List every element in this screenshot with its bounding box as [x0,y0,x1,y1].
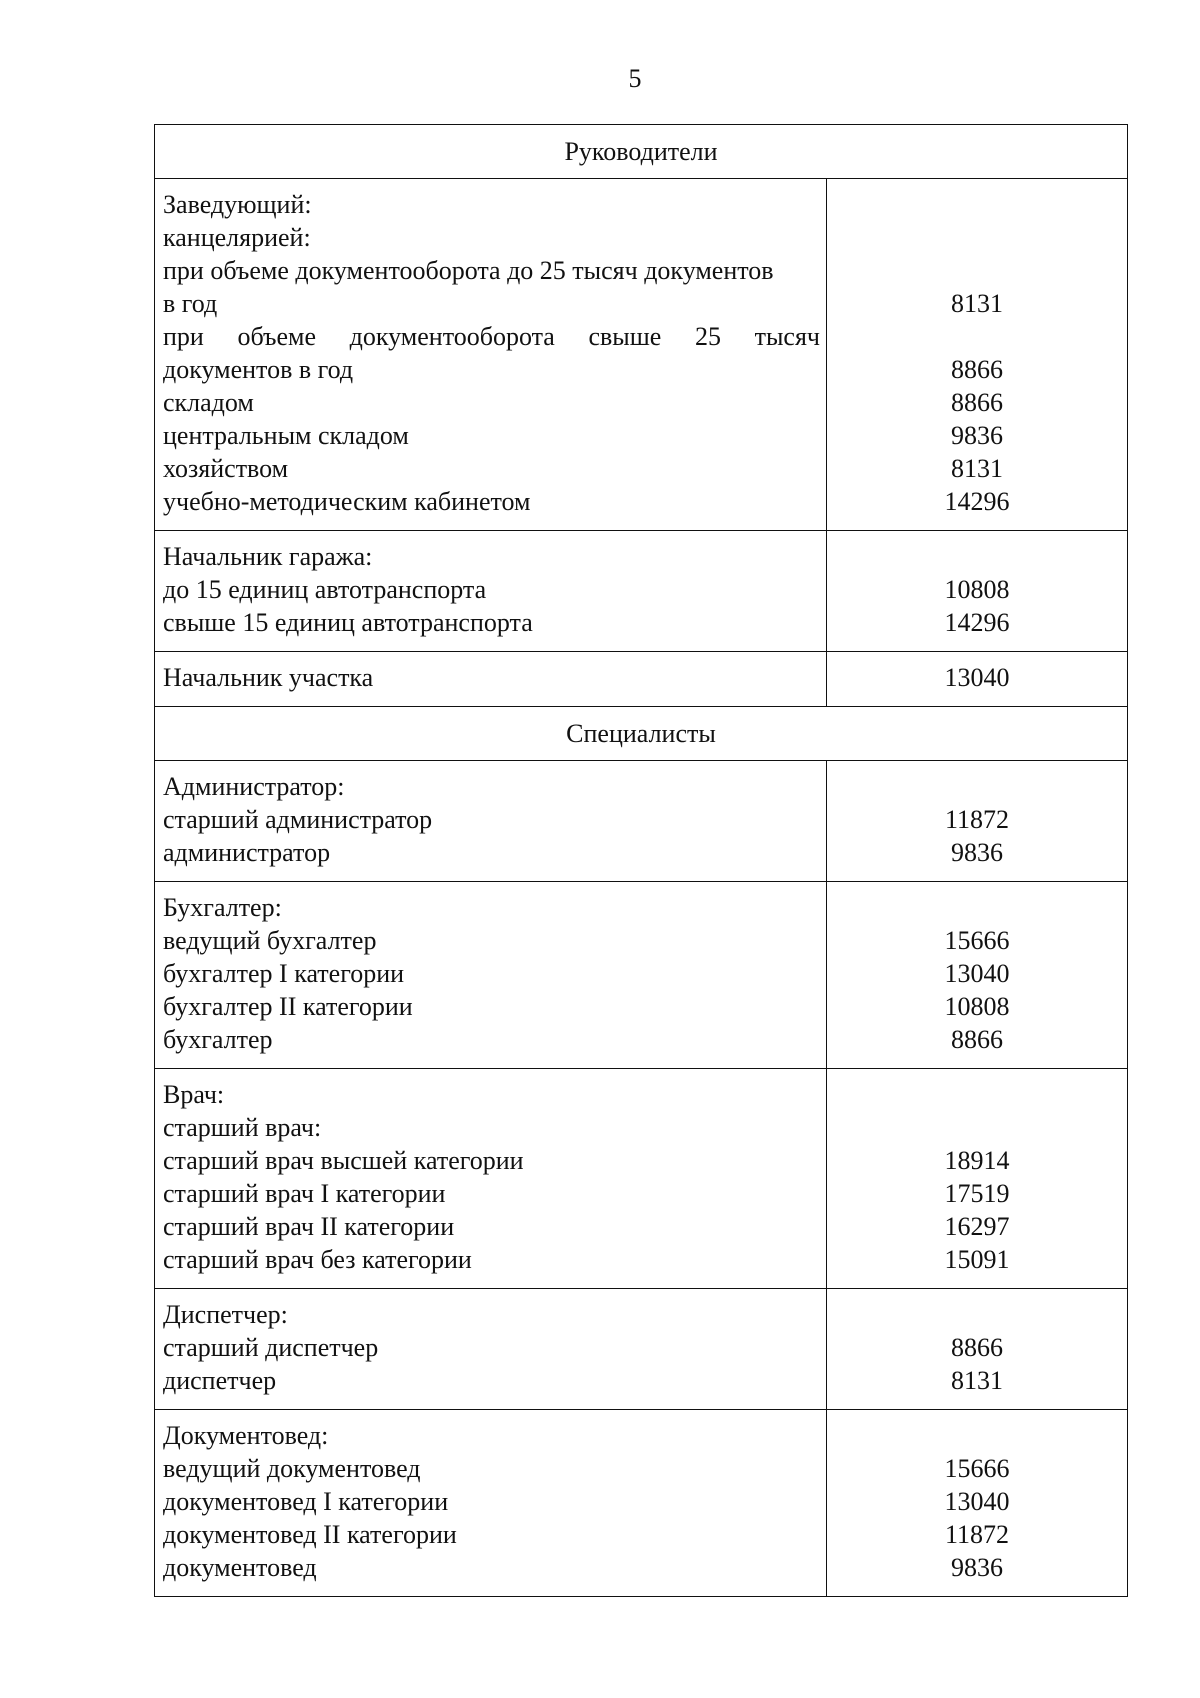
position-group-row [155,761,1128,882]
position-group-row [155,179,1128,531]
salary-value [827,254,1127,287]
position-group-row [155,1289,1128,1410]
page-number: 5 [628,64,642,93]
salary-value: 16297 [944,1212,1010,1241]
salary-value [827,221,1127,254]
position-group-title: Администратор: [163,772,345,801]
salary-value: 8131 [951,289,1003,318]
salary-value: 14296 [944,487,1010,516]
position-group-row [155,882,1128,1069]
position-name: при объеме документооборота до 25 тысяч документов [163,256,774,285]
position-names-cell [155,761,827,882]
position-name: старший врач высшей категории [163,1146,524,1175]
salary-value [827,1078,1127,1111]
salary-value: 8131 [951,454,1003,483]
salary-values-cell [827,531,1128,652]
salary-value [827,770,1127,803]
salary-value: 10808 [944,575,1010,604]
position-names-cell [155,1410,827,1597]
salary-table-body [155,125,1128,1597]
position-name: при объеме документооборота свыше 25 тысяч [163,322,820,351]
position-name: документовед I категории [163,1487,449,1516]
position-group-title: Врач: [163,1080,225,1109]
position-group-row [155,1069,1128,1289]
section-header-row [155,707,1128,761]
salary-values-cell [827,1410,1128,1597]
position-group-title: Начальник гаража: [163,542,373,571]
salary-value: 11872 [944,805,1010,834]
salary-value [827,188,1127,221]
position-name: хозяйством [163,454,289,483]
position-group-row [155,1410,1128,1597]
section-title: Специалисты [155,707,1128,761]
salary-value: 8866 [951,355,1003,384]
salary-value: 8866 [951,388,1003,417]
salary-value: 9836 [951,838,1003,867]
position-name: до 15 единиц автотранспорта [163,575,487,604]
salary-value: 13040 [944,959,1010,988]
position-names-cell [155,1069,827,1289]
salary-value: 14296 [944,608,1010,637]
salary-value: 18914 [944,1146,1010,1175]
salary-value [827,1419,1127,1452]
salary-value: 11872 [944,1520,1010,1549]
position-name: документовед [163,1553,317,1582]
salary-value: 8866 [951,1333,1003,1362]
position-name: канцелярией: [163,223,311,252]
position-name: в год [163,289,218,318]
salary-value [827,540,1127,573]
position-name: центральным складом [163,421,409,450]
position-name: Начальник участка [163,663,374,692]
position-group-title: Бухгалтер: [163,893,282,922]
salary-value: 15666 [944,926,1010,955]
salary-values-cell [827,1289,1128,1410]
position-name: документов в год [163,355,354,384]
salary-value: 15666 [944,1454,1010,1483]
section-header-row [155,125,1128,179]
position-name: старший диспетчер [163,1333,379,1362]
position-names-cell [155,882,827,1069]
position-names-cell [155,179,827,531]
position-name: ведущий документовед [163,1454,421,1483]
salary-value: 8131 [951,1366,1003,1395]
salary-value [827,320,1127,353]
position-name: складом [163,388,254,417]
position-names-cell [155,531,827,652]
salary-value: 10808 [944,992,1010,1021]
salary-value [827,1111,1127,1144]
position-name: бухгалтер I категории [163,959,405,988]
position-name: администратор [163,838,331,867]
salary-value: 15091 [944,1245,1010,1274]
salary-value [827,1298,1127,1331]
position-group-title: Диспетчер: [163,1300,288,1329]
position-name: старший врач II категории [163,1212,455,1241]
position-name: бухгалтер II категории [163,992,413,1021]
position-group-title: Заведующий: [163,190,312,219]
salary-value: 8866 [951,1025,1003,1054]
salary-value [827,891,1127,924]
position-group-row [155,652,1128,707]
position-group-title: Документовед: [163,1421,329,1450]
position-names-cell [155,1289,827,1410]
position-name: старший администратор [163,805,433,834]
salary-values-cell [827,761,1128,882]
section-title: Руководители [155,125,1128,179]
salary-value: 13040 [944,1487,1010,1516]
salary-values-cell [827,179,1128,531]
salary-values-cell [827,882,1128,1069]
position-name: ведущий бухгалтер [163,926,377,955]
salary-value: 17519 [944,1179,1010,1208]
position-name: старший врач без категории [163,1245,472,1274]
position-name: свыше 15 единиц автотранспорта [163,608,533,637]
salary-table [154,124,1128,1597]
position-name: старший врач: [163,1113,322,1142]
position-name: документовед II категории [163,1520,457,1549]
position-name: бухгалтер [163,1025,273,1054]
position-name: старший врач I категории [163,1179,446,1208]
position-names-cell [155,652,827,707]
position-group-row [155,531,1128,652]
salary-values-cell [827,652,1128,707]
salary-value: 9836 [951,1553,1003,1582]
salary-value: 9836 [951,421,1003,450]
position-name: учебно-методическим кабинетом [163,487,531,516]
salary-values-cell [827,1069,1128,1289]
salary-value: 13040 [944,663,1010,692]
position-name: диспетчер [163,1366,277,1395]
